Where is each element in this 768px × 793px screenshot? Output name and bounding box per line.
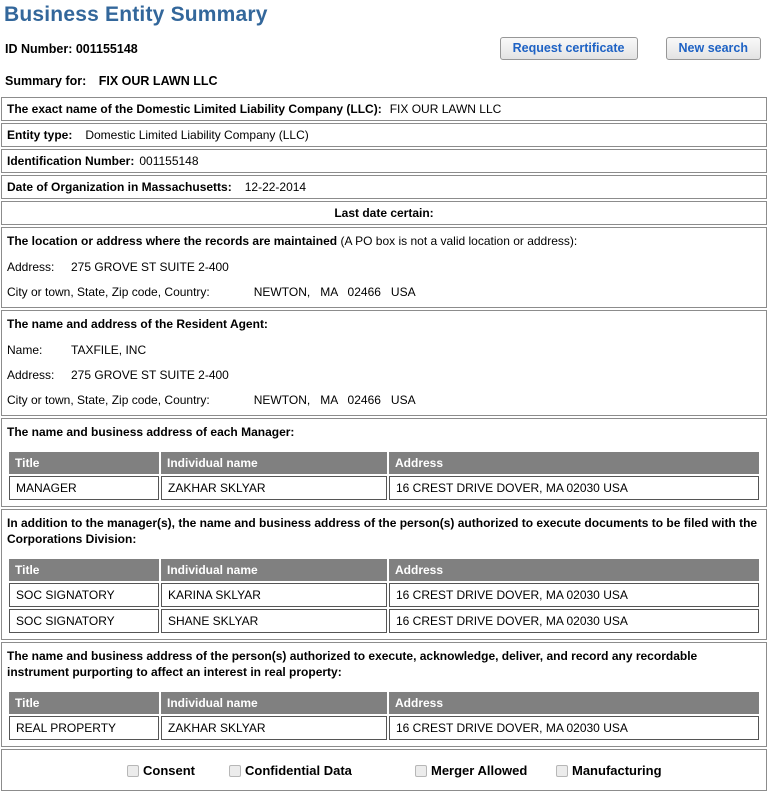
row-exact-name (1, 97, 767, 121)
exact-name-label: The exact name of the Domestic Limited Liability Company (LLC): (7, 102, 382, 116)
summary-for-value: FIX OUR LAWN LLC (98, 74, 218, 88)
table-row (9, 476, 759, 500)
column-header-address: Address (389, 692, 759, 714)
signatory-title-cell: SOC SIGNATORY (9, 583, 159, 607)
row-real-property (1, 642, 767, 747)
consent-group (127, 763, 195, 779)
resident-agent-heading: The name and address of the Resident Agent: (7, 317, 268, 331)
agent-address-value: 275 GROVE ST SUITE 2-400 (71, 368, 229, 382)
signatory-title-cell: SOC SIGNATORY (9, 609, 159, 633)
real-property-title-cell: REAL PROPERTY (9, 716, 159, 740)
real-property-name-cell: ZAKHAR SKLYAR (161, 716, 387, 740)
records-city-label: City or town, State, Zip code, Country: (7, 285, 210, 299)
records-address-label: Address: (7, 260, 55, 274)
identification-number-label: Identification Number: (7, 154, 135, 168)
column-header-individual-name: Individual name (161, 692, 387, 714)
confidential-data-checkbox[interactable] (229, 765, 241, 777)
table-row (9, 609, 759, 633)
row-records-location (1, 227, 767, 308)
row-date-of-organization (1, 175, 767, 199)
records-city-line (7, 284, 761, 300)
confidential-data-group (229, 763, 352, 779)
table-row (9, 716, 759, 740)
merger-allowed-checkbox[interactable] (415, 765, 427, 777)
real-property-heading: The name and business address of the person(s) authorized to execute, acknowledge, deliver, and record any recordable instrument purporting to affect an interest in real property: (7, 649, 698, 679)
agent-name-label: Name: (7, 343, 43, 357)
column-header-individual-name: Individual name (161, 452, 387, 474)
row-identification-number (1, 149, 767, 173)
agent-city-line (7, 392, 761, 408)
managers-heading: The name and business address of each Manager: (7, 425, 295, 439)
identification-number-value: 001155148 (139, 154, 199, 168)
new-search-button[interactable]: New search (666, 37, 761, 60)
column-header-address: Address (389, 452, 759, 474)
id-number-label: ID Number: (5, 41, 73, 56)
merger-allowed-group (415, 763, 527, 779)
records-address-line (7, 259, 761, 275)
manufacturing-label: Manufacturing (572, 763, 662, 778)
row-flags (1, 749, 767, 791)
row-last-date-certain (1, 201, 767, 225)
table-row (9, 583, 759, 607)
consent-checkbox[interactable] (127, 765, 139, 777)
page-title: Business Entity Summary (4, 3, 268, 26)
manufacturing-checkbox[interactable] (556, 765, 568, 777)
last-date-certain-label: Last date certain: (334, 206, 434, 220)
consent-label: Consent (143, 763, 195, 778)
date-of-organization-value: 12-22-2014 (244, 180, 307, 194)
column-header-address: Address (389, 559, 759, 581)
column-header-individual-name: Individual name (161, 559, 387, 581)
confidential-data-label: Confidential Data (245, 763, 352, 778)
managers-header-row (9, 452, 759, 474)
date-of-organization-label: Date of Organization in Massachusetts: (7, 180, 232, 194)
agent-city-value: NEWTON, MA 02466 USA (253, 393, 416, 407)
exact-name-value: FIX OUR LAWN LLC (389, 102, 502, 116)
header-buttons (500, 37, 761, 60)
manager-name-cell: ZAKHAR SKLYAR (161, 476, 387, 500)
row-resident-agent (1, 310, 767, 416)
agent-name-value: TAXFILE, INC (71, 343, 147, 357)
summary-for-label: Summary for: (5, 74, 87, 88)
records-location-heading-note: (A PO box is not a valid location or address): (337, 234, 578, 248)
entity-type-value: Domestic Limited Liability Company (LLC) (85, 128, 309, 142)
column-header-title: Title (9, 559, 159, 581)
agent-city-label: City or town, State, Zip code, Country: (7, 393, 210, 407)
row-managers (1, 418, 767, 507)
signatory-address-cell: 16 CREST DRIVE DOVER, MA 02030 USA (389, 609, 759, 633)
row-entity-type (1, 123, 767, 147)
entity-type-label: Entity type: (7, 128, 73, 142)
id-number-value: 001155148 (75, 41, 138, 56)
row-signatories (1, 509, 767, 640)
manager-title-cell: MANAGER (9, 476, 159, 500)
agent-name-line (7, 342, 761, 358)
records-location-heading-bold: The location or address where the records are maintained (7, 234, 338, 248)
signatory-name-cell: SHANE SKLYAR (161, 609, 387, 633)
signatories-header-row (9, 559, 759, 581)
signatories-heading: In addition to the manager(s), the name and business address of the person(s) authorized to execute documents to be filed with the Corporations Division: (7, 516, 758, 546)
summary-for-line (5, 74, 767, 88)
agent-address-label: Address: (7, 368, 55, 382)
manufacturing-group (556, 763, 662, 779)
managers-table (7, 450, 761, 502)
column-header-title: Title (9, 692, 159, 714)
signatories-table (7, 557, 761, 635)
real-property-table (7, 690, 761, 742)
real-property-address-cell: 16 CREST DRIVE DOVER, MA 02030 USA (389, 716, 759, 740)
signatory-address-cell: 16 CREST DRIVE DOVER, MA 02030 USA (389, 583, 759, 607)
records-city-value: NEWTON, MA 02466 USA (253, 285, 416, 299)
id-number-line (5, 42, 138, 56)
header-row (5, 37, 761, 60)
records-address-value: 275 GROVE ST SUITE 2-400 (71, 260, 229, 274)
agent-address-line (7, 367, 761, 383)
manager-address-cell: 16 CREST DRIVE DOVER, MA 02030 USA (389, 476, 759, 500)
real-property-header-row (9, 692, 759, 714)
records-location-heading (7, 233, 761, 249)
request-certificate-button[interactable]: Request certificate (500, 37, 638, 60)
signatory-name-cell: KARINA SKLYAR (161, 583, 387, 607)
merger-allowed-label: Merger Allowed (431, 763, 528, 778)
column-header-title: Title (9, 452, 159, 474)
